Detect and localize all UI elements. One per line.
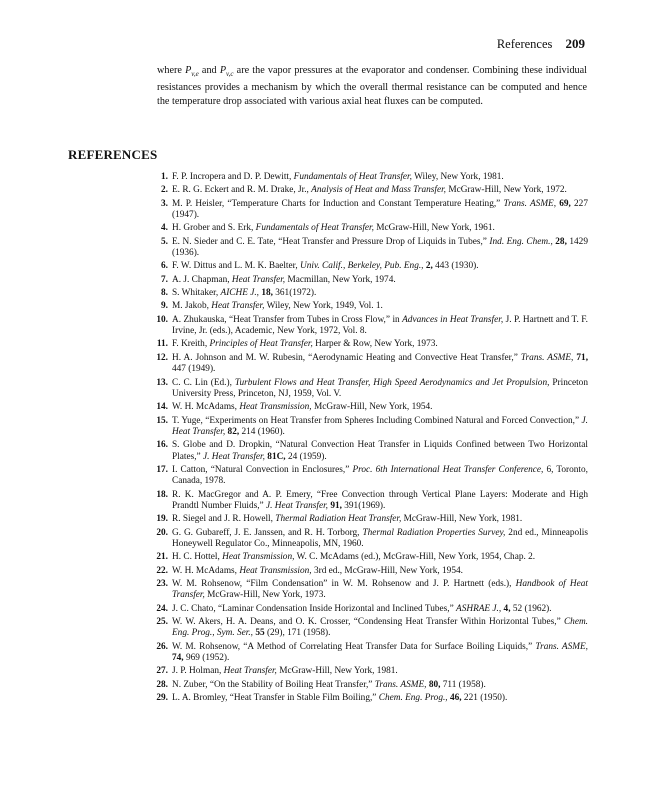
reference-item bbox=[134, 693, 588, 704]
intro-paragraph bbox=[157, 64, 587, 108]
reference-number: 27. bbox=[156, 666, 168, 677]
reference-item bbox=[134, 528, 588, 551]
reference-text: Analysis of Heat and Mass Transfer, bbox=[311, 185, 446, 196]
reference-number: 10. bbox=[156, 314, 168, 325]
reference-number: 19. bbox=[156, 514, 168, 525]
reference-text: W. H. McAdams, bbox=[172, 565, 240, 576]
reference-text: 24 (1959). bbox=[285, 451, 327, 462]
reference-text: AICHE J., bbox=[220, 288, 259, 299]
reference-number: 14. bbox=[156, 402, 168, 413]
reference-text: 1429 (1936). bbox=[172, 236, 588, 259]
reference-text: Heat Transmission, bbox=[239, 402, 312, 413]
reference-item bbox=[134, 490, 588, 513]
reference-number: 7. bbox=[161, 274, 168, 285]
intro-word-where: where bbox=[157, 65, 182, 76]
reference-text: J. C. Chato, “Laminar Condensation Inside Horizontal and Inclined Tubes,” bbox=[172, 603, 457, 614]
reference-text: 711 (1958). bbox=[440, 679, 486, 690]
reference-text: F. P. Incropera and D. P. Dewitt, bbox=[172, 172, 294, 182]
reference-number: 11. bbox=[156, 339, 168, 350]
reference-text: A. J. Chapman, bbox=[172, 274, 232, 285]
reference-text: I. Catton, “Natural Convection in Enclosures,” bbox=[172, 464, 353, 475]
reference-text: Principles of Heat Transfer, bbox=[209, 339, 313, 350]
reference-text: Trans. ASME, bbox=[503, 198, 557, 209]
reference-item bbox=[134, 199, 588, 222]
reference-text: 391(1969). bbox=[341, 500, 386, 511]
reference-number: 5. bbox=[161, 236, 168, 247]
reference-text: L. A. Bromley, “Heat Transfer in Stable Film Boiling,” bbox=[172, 693, 379, 704]
reference-text: 2nd ed., Minneapolis Honeywell Regulator Co., Minneapolis, MN, 1960. bbox=[172, 527, 588, 549]
reference-item bbox=[134, 465, 588, 488]
reference-text: 69, bbox=[559, 198, 571, 209]
intro-rest: are the vapor pressures at the evaporator and condenser. Combining these individual resistances provides a mechanism by which the overall thermal resistance can be computed and hence the temperature drop associated with various axial heat fluxes can be computed. bbox=[157, 65, 587, 107]
reference-number: 16. bbox=[156, 440, 168, 451]
reference-text: 969 (1952). bbox=[183, 653, 230, 664]
reference-item bbox=[134, 666, 588, 677]
reference-number: 17. bbox=[156, 464, 168, 475]
reference-item bbox=[134, 617, 588, 640]
reference-text: G. G. Gubareff, J. E. Janssen, and R. H. Torborg, bbox=[172, 527, 363, 538]
reference-text: 443 (1930). bbox=[432, 261, 479, 272]
reference-item bbox=[134, 353, 588, 376]
reference-text: Wiley, New York, 1981. bbox=[411, 172, 504, 182]
reference-number: 13. bbox=[156, 377, 168, 388]
reference-item bbox=[134, 552, 588, 563]
reference-text: Thermal Radiation Heat Transfer, bbox=[275, 514, 402, 525]
reference-number: 15. bbox=[156, 415, 168, 426]
reference-text: 82, bbox=[227, 426, 240, 437]
reference-text: 4, bbox=[503, 603, 511, 614]
reference-item bbox=[134, 261, 588, 272]
reference-text: F. Kreith, bbox=[172, 339, 210, 350]
reference-item bbox=[134, 378, 588, 401]
reference-text: McGraw-Hill, New York, 1961. bbox=[373, 223, 495, 234]
reference-text: Handbook of Heat Transfer, bbox=[172, 579, 588, 601]
reference-text: Heat Transmission, bbox=[239, 565, 312, 576]
reference-text: F. W. Dittus and L. M. K. Baelter, bbox=[172, 261, 300, 272]
reference-number: 20. bbox=[156, 527, 168, 538]
reference-text: J. Heat Transfer, bbox=[266, 500, 328, 511]
reference-item bbox=[134, 172, 588, 183]
reference-text: A. Zhukauska, “Heat Transfer from Tubes in Cross Flow,” in bbox=[172, 314, 403, 325]
reference-item bbox=[134, 566, 588, 577]
reference-number: 28. bbox=[156, 679, 168, 690]
page-number: 209 bbox=[565, 36, 585, 51]
reference-text: H. A. Johnson and M. W. Rubesin, “Aerodynamic Heating and Convective Heat Transfer,” bbox=[172, 352, 521, 363]
reference-text: 3rd ed., McGraw-Hill, New York, 1954. bbox=[311, 565, 463, 576]
reference-text: McGraw-Hill, New York, 1972. bbox=[446, 185, 567, 196]
reference-text: Heat Transfer, bbox=[231, 274, 286, 285]
reference-text: Macmillan, New York, 1974. bbox=[285, 274, 396, 285]
reference-text: Princeton University Press, Princeton, NJ, 1959, Vol. V. bbox=[172, 377, 588, 399]
reference-text: W. W. Akers, H. A. Deans, and O. K. Crosser, “Condensing Heat Transfer Within Horizontal Tubes,” bbox=[172, 617, 564, 628]
reference-text: M. P. Heisler, “Temperature Charts for Induction and Constant Temperature Heating,” bbox=[172, 198, 504, 209]
running-head bbox=[497, 36, 585, 52]
reference-text: E. N. Sieder and C. E. Tate, “Heat Transfer and Pressure Drop of Liquids in Tubes,” bbox=[172, 236, 490, 247]
reference-text: N. Zuber, “On the Stability of Boiling Heat Transfer,” bbox=[172, 679, 375, 690]
reference-text: 6, Toronto, Canada, 1978. bbox=[172, 464, 588, 487]
reference-item bbox=[134, 604, 588, 615]
reference-list bbox=[134, 172, 588, 706]
reference-text: 52 (1962). bbox=[510, 603, 552, 614]
reference-text: R. K. MacGregor and A. P. Emery, “Free Convection through Vertical Plane Layers: Moderate and High Prandtl Number Fluids,” bbox=[172, 489, 588, 511]
reference-text: W. M. Rohsenow, “Film Condensation” in W. M. Rohsenow and J. P. Hartnett (eds.), bbox=[172, 579, 516, 589]
reference-text: 74, bbox=[172, 653, 184, 664]
reference-number: 21. bbox=[156, 552, 168, 563]
reference-number: 6. bbox=[161, 261, 168, 272]
reference-number: 23. bbox=[156, 579, 168, 589]
reference-text: Trans. ASME, bbox=[374, 679, 427, 690]
reference-text: M. Jakob, bbox=[172, 301, 212, 312]
reference-text: 221 (1950). bbox=[461, 693, 508, 704]
reference-number: 8. bbox=[161, 288, 168, 299]
reference-number: 22. bbox=[156, 565, 168, 576]
reference-text: 18, bbox=[261, 288, 273, 299]
reference-text: T. Yuge, “Experiments on Heat Transfer from Spheres Including Combined Natural and Forced Convection,” bbox=[172, 415, 582, 426]
reference-item bbox=[134, 223, 588, 234]
reference-text: McGraw-Hill, New York, 1981. bbox=[276, 666, 398, 677]
reference-text: Fundamentals of Heat Transfer, bbox=[255, 223, 374, 234]
reference-item bbox=[134, 440, 588, 463]
reference-text: Harper & Row, New York, 1973. bbox=[312, 339, 438, 350]
reference-text: 46, bbox=[449, 693, 462, 704]
reference-text: 214 (1960). bbox=[239, 426, 285, 437]
reference-text: 91, bbox=[330, 500, 342, 511]
reference-text: Chem. Eng. Prog., bbox=[378, 693, 448, 704]
reference-text: Chem. Eng. Prog., Sym. Ser., bbox=[172, 617, 588, 639]
reference-number: 24. bbox=[156, 603, 168, 614]
reference-text: C. C. Lin (Ed.), bbox=[172, 377, 235, 388]
reference-text: McGraw-Hill, New York, 1981. bbox=[401, 514, 523, 525]
reference-number: 18. bbox=[156, 489, 168, 500]
reference-item bbox=[134, 315, 588, 338]
reference-text: S. Whitaker, bbox=[172, 288, 221, 299]
reference-text: W. C. McAdams (ed.), McGraw-Hill, New York, 1954, Chap. 2. bbox=[294, 552, 536, 563]
reference-item bbox=[134, 237, 588, 260]
references-heading: REFERENCES bbox=[68, 147, 158, 162]
reference-number: 4. bbox=[161, 223, 168, 234]
reference-text: 71, bbox=[576, 352, 589, 363]
reference-text: Turbulent Flows and Heat Transfer, High Speed Aerodynamics and Jet Propulsion, bbox=[234, 377, 550, 388]
reference-text: 55 bbox=[255, 628, 265, 639]
reference-text: (29), 171 (1958). bbox=[264, 628, 331, 639]
reference-text: Univ. Calif., Berkeley, Pub. Eng., bbox=[300, 261, 424, 272]
reference-item bbox=[134, 339, 588, 350]
reference-text: 28, bbox=[555, 236, 567, 247]
reference-item bbox=[134, 514, 588, 525]
reference-text: J. P. Hartnett and T. F. Irvine, Jr. (eds.), Academic, New York, 1972, Vol. 8. bbox=[172, 314, 589, 337]
reference-text: R. Siegel and J. R. Howell, bbox=[172, 514, 276, 525]
reference-text: J. P. Holman, bbox=[172, 666, 224, 677]
reference-text: H. Grober and S. Erk, bbox=[172, 223, 256, 234]
reference-text: 447 (1949). bbox=[172, 364, 216, 375]
reference-number: 2. bbox=[161, 185, 168, 196]
reference-item bbox=[134, 642, 588, 665]
reference-item bbox=[134, 288, 588, 299]
reference-text: 2, bbox=[425, 261, 433, 272]
reference-item bbox=[134, 416, 588, 439]
reference-text: Heat Transfer, bbox=[223, 666, 277, 677]
symbol-p-condenser: $P_{v,c}$ bbox=[219, 65, 234, 79]
reference-text: Wiley, New York, 1949, Vol. 1. bbox=[264, 301, 383, 312]
reference-number: 26. bbox=[156, 641, 168, 652]
reference-text: S. Globe and D. Dropkin, “Natural Convection Heat Transfer in Liquids Confined between Two Horizontal Plates,” bbox=[172, 440, 588, 462]
reference-number: 9. bbox=[161, 301, 168, 312]
reference-item bbox=[134, 579, 588, 602]
reference-text: Trans. ASME, bbox=[535, 641, 588, 652]
reference-text: Fundamentals of Heat Transfer, bbox=[293, 172, 412, 182]
reference-text: McGraw-Hill, New York, 1973. bbox=[204, 590, 326, 601]
reference-text: 361(1972). bbox=[272, 288, 317, 299]
reference-text: 81C, bbox=[267, 451, 286, 462]
reference-number: 12. bbox=[156, 352, 168, 363]
running-head-title: References bbox=[496, 37, 553, 51]
reference-text: Heat Transmission, bbox=[222, 552, 295, 563]
reference-item bbox=[134, 185, 588, 196]
reference-number: 1. bbox=[161, 172, 168, 182]
reference-text: ASHRAE J., bbox=[456, 603, 502, 614]
symbol-p-evaporator: $P_{v,e}$ bbox=[185, 65, 199, 79]
reference-number: 3. bbox=[161, 198, 168, 209]
reference-text: 227 (1947). bbox=[172, 198, 588, 221]
reference-text: Heat Transfer, bbox=[211, 301, 265, 312]
reference-item bbox=[134, 275, 588, 286]
reference-text: 80, bbox=[428, 679, 441, 690]
reference-text: W. M. Rohsenow, “A Method of Correlating Heat Transfer Data for Surface Boiling Liquids,” bbox=[172, 641, 536, 652]
reference-number: 29. bbox=[156, 693, 168, 704]
reference-number: 25. bbox=[156, 617, 168, 628]
reference-text: J. Heat Transfer, bbox=[172, 415, 588, 437]
reference-text: J. Heat Transfer, bbox=[202, 451, 265, 462]
reference-text: E. R. G. Eckert and R. M. Drake, Jr., bbox=[172, 185, 312, 196]
reference-text: Trans. ASME, bbox=[520, 352, 574, 363]
reference-text: H. C. Hottel, bbox=[172, 552, 223, 563]
reference-text: McGraw-Hill, New York, 1954. bbox=[311, 402, 433, 413]
reference-item bbox=[134, 680, 588, 691]
reference-text: W. H. McAdams, bbox=[172, 402, 240, 413]
intro-word-and: and bbox=[201, 65, 217, 76]
reference-text: Thermal Radiation Properties Survey, bbox=[362, 527, 506, 538]
reference-text: Proc. 6th International Heat Transfer Conference, bbox=[352, 464, 544, 475]
reference-text: Advances in Heat Transfer, bbox=[402, 314, 504, 325]
reference-text: Ind. Eng. Chem., bbox=[489, 236, 553, 247]
reference-item bbox=[134, 402, 588, 413]
reference-item bbox=[134, 301, 588, 312]
